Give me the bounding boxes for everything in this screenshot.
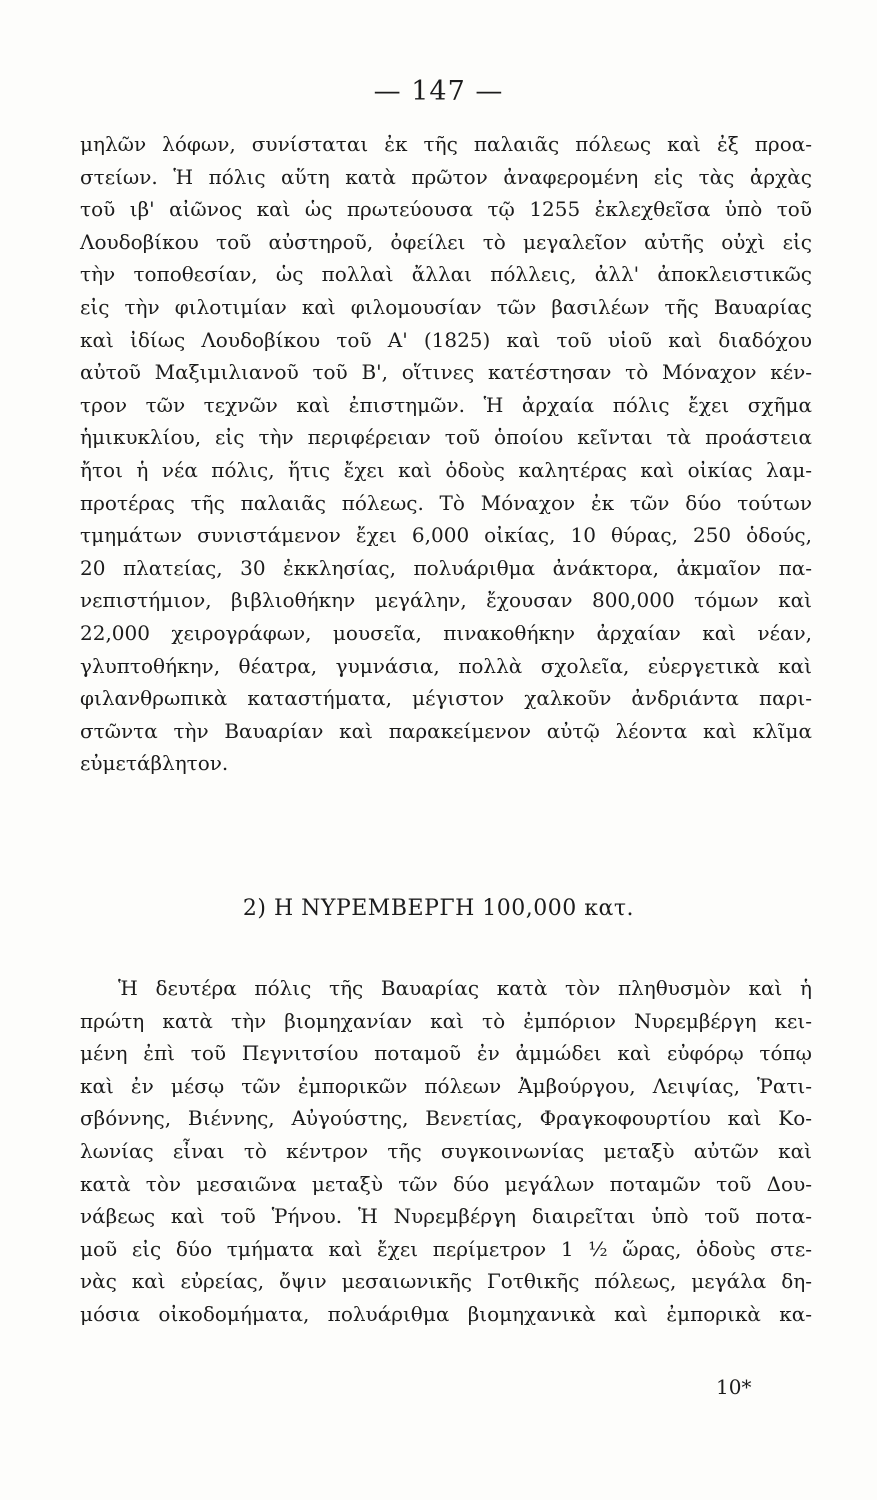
text-line: γλυπτοθήκην, θέατρα, γυμνάσια, πολλὰ σχολεῖα, εὐεργετικὰ καὶ [80,653,812,678]
text-line: αὐτοῦ Μαξιμιλιανοῦ τοῦ Β', οἵτινες κατέστησαν τὸ Μόναχον κέν- [80,360,812,385]
text-line: μόσια οἰκοδομήματα, πολυάριθμα βιομηχανικὰ καὶ ἐμπορικὰ κα- [80,1301,812,1326]
text-line: τμημάτων συνιστάμενον ἔχει 6,000 οἰκίας, 10 θύρας, 250 ὁδούς, [80,523,812,548]
text-line: τρον τῶν τεχνῶν καὶ ἐπιστημῶν. Ἡ ἀρχαία πόλις ἔχει σχῆμα [80,392,812,417]
text-line: 22,000 χειρογράφων, μουσεῖα, πινακοθήκην ἀρχαίαν καὶ νέαν, [80,620,812,645]
text-line: νεπιστήμιον, βιβλιοθήκην μεγάλην, ἔχουσαν 800,000 τόμων καὶ [80,588,812,613]
text-line: τὴν τοποθεσίαν, ὡς πολλαὶ ἄλλαι πόλλεις, ἀλλ' ἀποκλειστικῶς [80,262,812,287]
text-line: Ἡ δευτέρα πόλις τῆς Βαυαρίας κατὰ τὸν πληθυσμὸν καὶ ἡ [118,976,812,1000]
paragraph-nuremberg [80,972,812,1331]
text-line: πρώτη κατὰ τὴν βιομηχανίαν καὶ τὸ ἐμπόριον Νυρεμβέργη κει- [80,1008,812,1033]
text-line: ἡμικυκλίου, εἰς τὴν περιφέρειαν τοῦ ὁποίου κεῖνται τὰ προάστεια [80,425,812,450]
signature-mark: 10* [716,1375,752,1399]
text-line: στῶντα τὴν Βαυαρίαν καὶ παρακείμενον αὐτῷ λέοντα καὶ κλῖμα [80,718,812,743]
text-line: φιλανθρωπικὰ καταστήματα, μέγιστον χαλκοῦν ἀνδριάντα παρι- [80,686,812,711]
text-line: καὶ ἰδίως Λουδοβίκου τοῦ Α' (1825) καὶ τοῦ υἱοῦ καὶ διαδόχου [80,327,812,352]
section-heading: 2) Η ΝΥΡΕΜΒΕΡΓΗ 100,000 κατ. [242,896,635,921]
text-line: κατὰ τὸν μεσαιῶνα μεταξὺ τῶν δύο μεγάλων ποταμῶν τοῦ Δου- [80,1171,812,1196]
text-line: νὰς καὶ εὐρείας, ὄψιν μεσαιωνικῆς Γοτθικῆς πόλεως, μεγάλα δη- [80,1269,812,1294]
text-line: λωνίας εἶναι τὸ κέντρον τῆς συγκοινωνίας μεταξὺ αὐτῶν καὶ [80,1138,812,1163]
text-line: ἤτοι ἡ νέα πόλις, ἥτις ἔχει καὶ ὁδοὺς καλητέρας καὶ οἰκίας λαμ- [80,457,812,482]
text-line: τοῦ ιβ' αἰῶνος καὶ ὡς πρωτεύουσα τῷ 1255 ἐκλεχθεῖσα ὑπὸ τοῦ [80,197,812,222]
text-line: μοῦ εἰς δύο τμήματα καὶ ἔχει περίμετρον 1 ½ ὥρας, ὁδοὺς στε- [80,1236,812,1261]
text-line: μηλῶν λόφων, συνίσταται ἐκ τῆς παλαιᾶς πόλεως καὶ ἐξ προα- [80,132,812,156]
page-number: — 147 — [373,76,504,107]
text-line: προτέρας τῆς παλαιᾶς πόλεως. Τὸ Μόναχον ἐκ τῶν δύο τούτων [80,490,812,515]
text-line: εἰς τὴν φιλοτιμίαν καὶ φιλομουσίαν τῶν βασιλέων τῆς Βαυαρίας [80,294,812,319]
text-line: εὐμετάβλητον. [80,751,229,776]
text-line: σβόννης, Βιέννης, Αὐγούστης, Βενετίας, Φραγκοφουρτίου καὶ Κο- [80,1106,812,1131]
text-line: στείων. Ἡ πόλις αὕτη κατὰ πρῶτον ἀναφερομένη εἰς τὰς ἀρχὰς [80,164,812,189]
text-line: Λουδοβίκου τοῦ αὐστηροῦ, ὀφείλει τὸ μεγαλεῖον αὐτῆς οὐχὶ εἰς [80,229,812,254]
text-line: μένη ἐπὶ τοῦ Πεγνιτσίου ποταμοῦ ἐν ἀμμώδει καὶ εὐφόρῳ τόπῳ [80,1041,812,1066]
paragraph-munich [80,128,812,780]
text-line: καὶ ἐν μέσῳ τῶν ἐμπορικῶν πόλεων Ἀμβούργου, Λειψίας, Ῥατι- [80,1073,812,1098]
text-line: νάβεως καὶ τοῦ Ῥήνου. Ἡ Νυρεμβέργη διαιρεῖται ὑπὸ τοῦ ποτα- [80,1204,812,1229]
text-line: 20 πλατείας, 30 ἐκκλησίας, πολυάριθμα ἀνάκτορα, ἀκμαῖον πα- [80,555,812,580]
